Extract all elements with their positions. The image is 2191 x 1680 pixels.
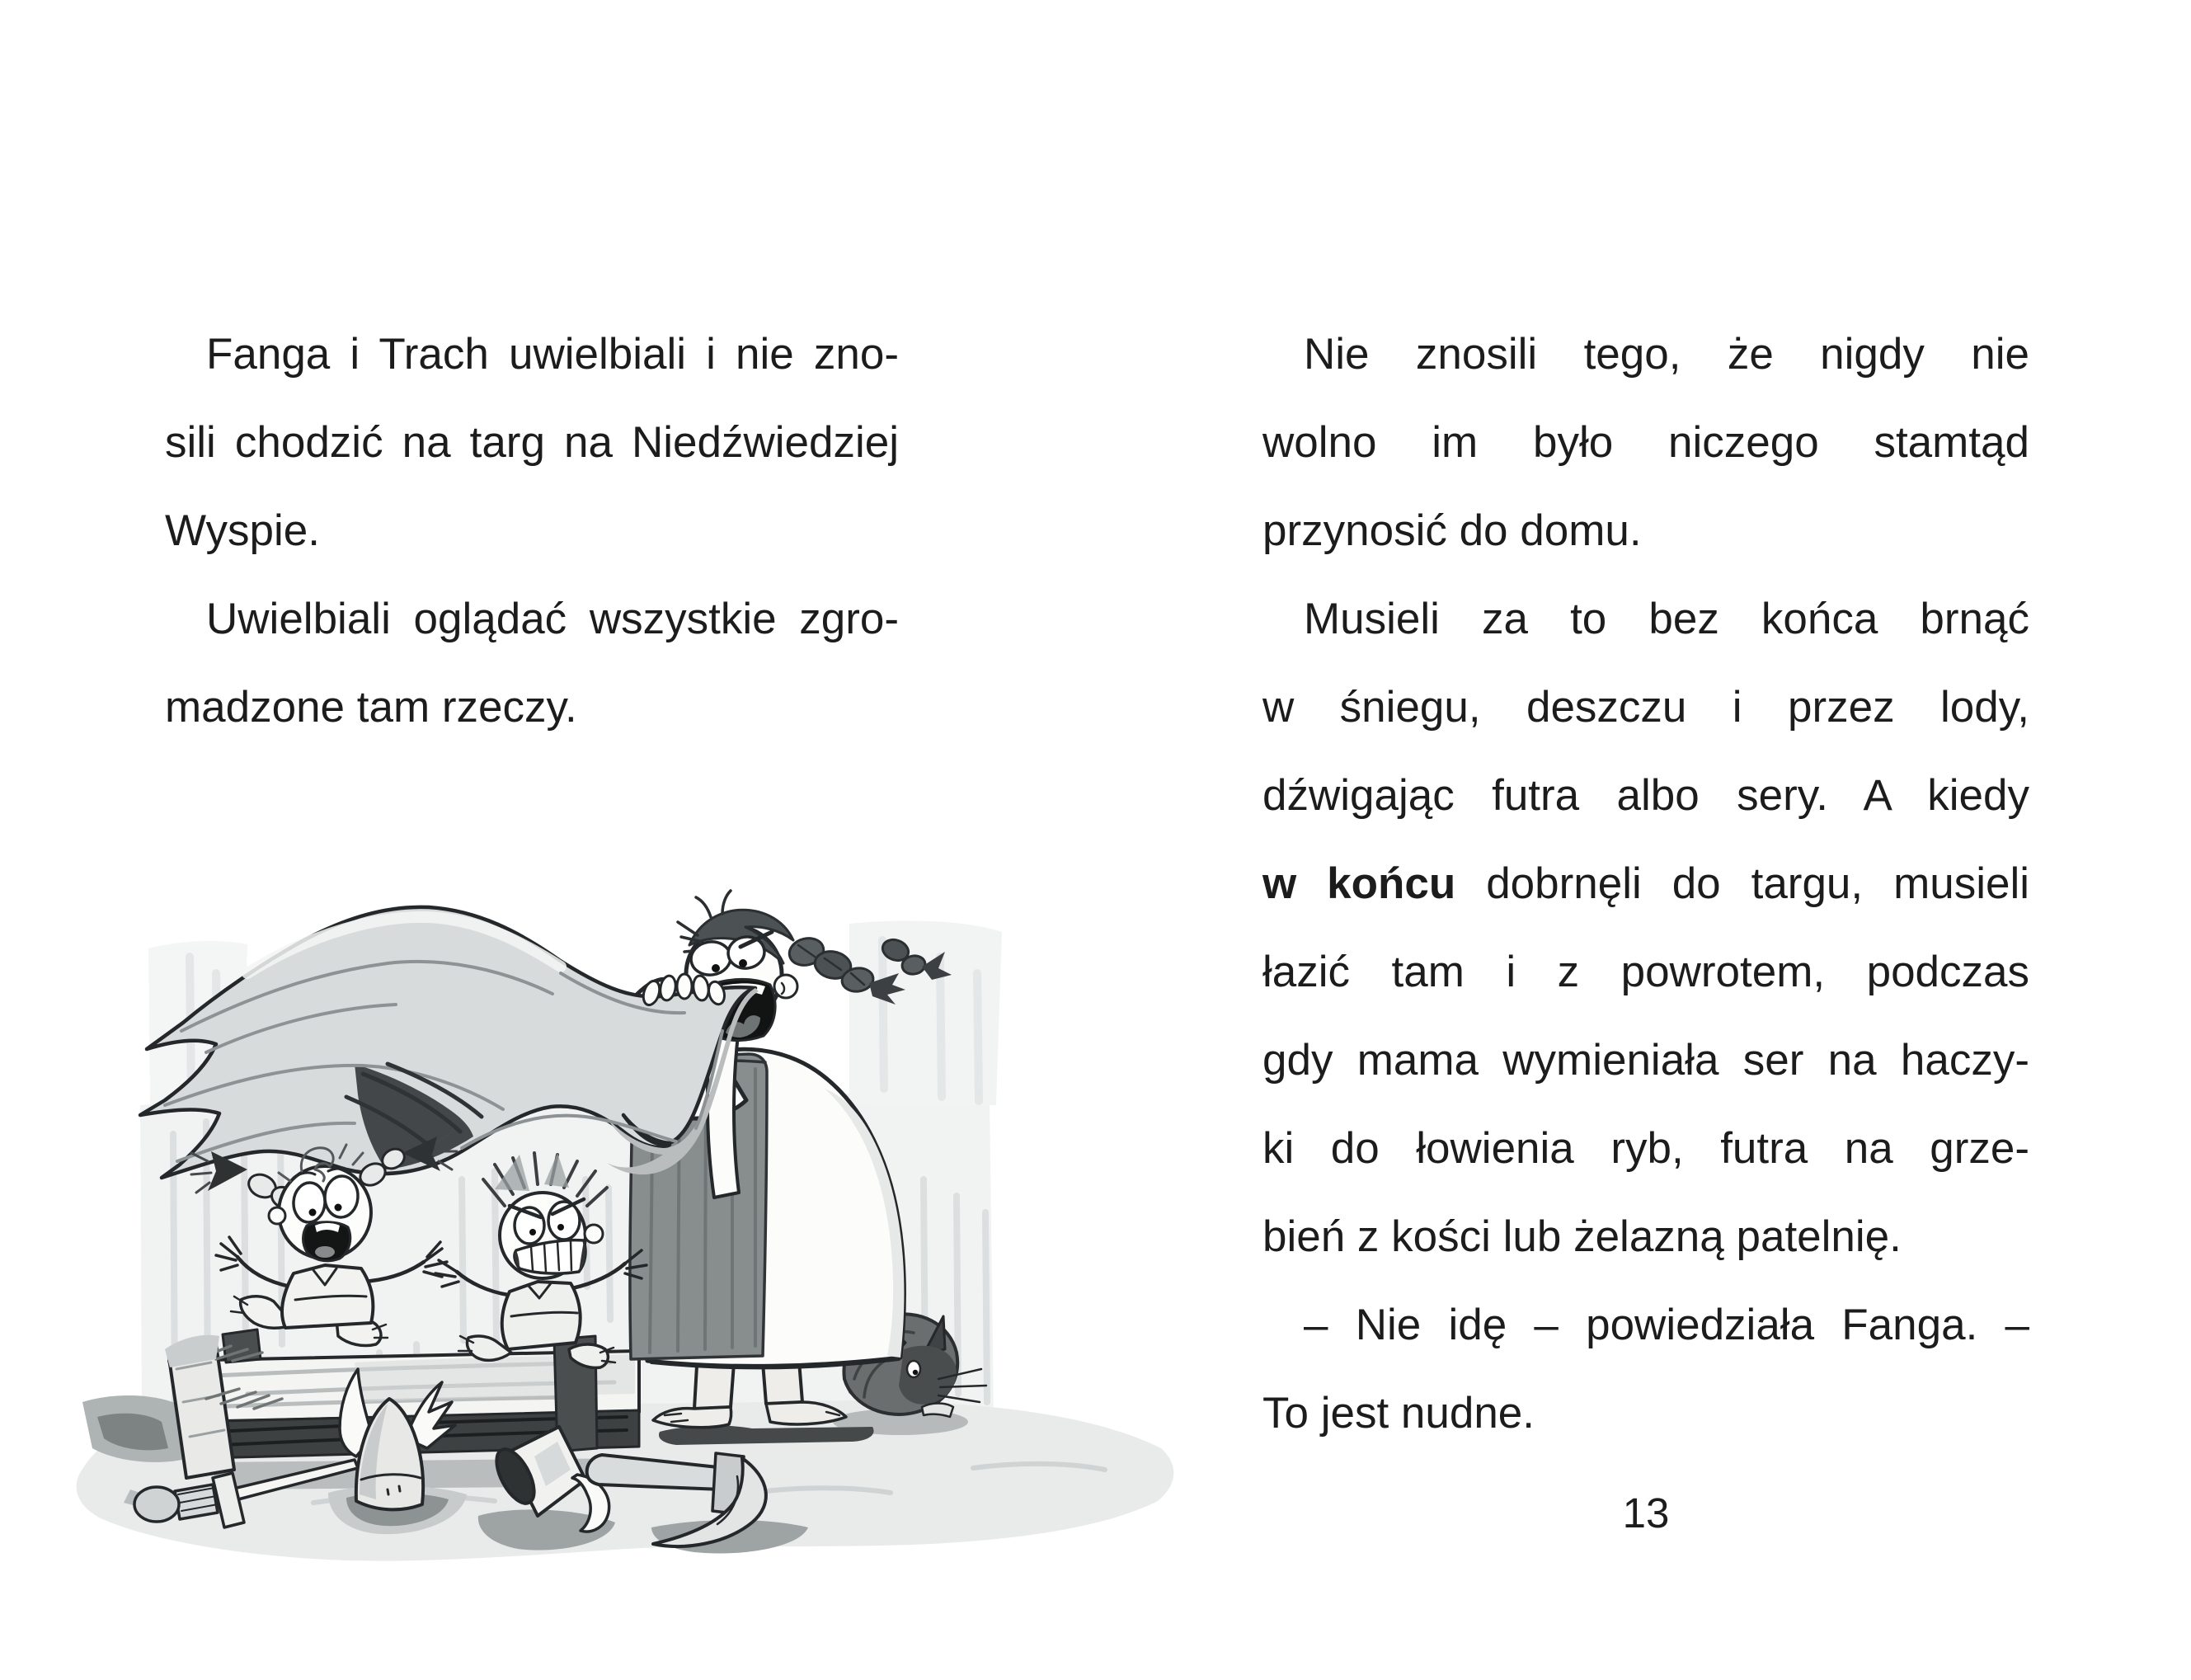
text-line: madzone tam rzeczy. [165, 683, 577, 732]
text-line [1262, 840, 2029, 928]
right-page-text [1262, 310, 2029, 1457]
text-line: przynosić do domu. [1262, 506, 1642, 555]
text-line: bień z kości lub żelazną patelnię. [1262, 1212, 1902, 1261]
text-line: gdy mama wymieniała ser na haczy- [1262, 1036, 2029, 1085]
illustration [49, 825, 1187, 1680]
text-line: Fanga i Trach uwielbiali i nie zno- [206, 330, 899, 379]
text-line: ki do łowienia ryb, futra na grze- [1262, 1124, 2029, 1173]
text-line: łazić tam i z powrotem, podczas [1262, 948, 2029, 996]
text-line: wolno im było niczego stamtąd [1262, 418, 2029, 467]
text-line: Wyspie. [165, 506, 321, 555]
left-page-text [165, 310, 899, 751]
text-line: – Nie idę – powiedziała Fanga. – [1304, 1301, 2029, 1349]
text-line: dźwigając futra albo sery. A kiedy [1262, 771, 2029, 820]
page-number: 13 [1622, 1489, 1670, 1536]
text-line: Uwielbiali oglądać wszystkie zgro- [206, 595, 899, 643]
text-line: Nie znosili tego, że nigdy nie [1304, 330, 2029, 379]
text-line: w śniegu, deszczu i przez lody, [1262, 683, 2029, 732]
text-line: To jest nudne. [1262, 1389, 1535, 1438]
text-span: dobrnęli do targu, musieli [1455, 859, 2029, 908]
bold-phrase: w końcu [1262, 859, 1456, 908]
text-line: Musieli za to bez końca brnąć [1304, 595, 2029, 643]
text-line: sili chodzić na targ na Niedźwiedziej [165, 418, 899, 467]
